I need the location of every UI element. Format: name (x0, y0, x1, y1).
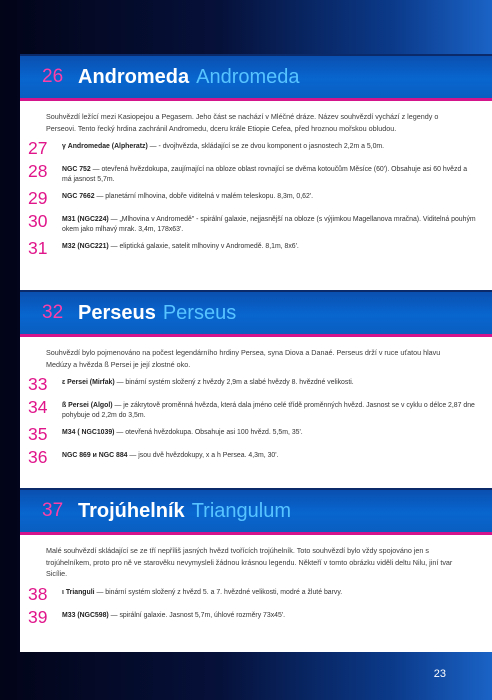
section-title-latin: Perseus (162, 301, 237, 324)
entry-34 (28, 399, 478, 420)
entry-number: 38 (28, 583, 48, 604)
entry-text (62, 163, 478, 184)
entry-text (62, 449, 478, 461)
entry-text (62, 399, 478, 420)
entry-title: M33 (NGC598) (62, 611, 109, 619)
entry-number: 27 (28, 138, 48, 158)
entry-30 (28, 213, 478, 234)
entry-text (62, 140, 478, 152)
section-banner (20, 488, 492, 532)
entry-38 (28, 583, 478, 604)
entry-text (62, 609, 478, 621)
entry-number: 34 (28, 397, 48, 417)
entry-title: M34 ( NGC1039) (62, 429, 115, 437)
entry-35 (28, 426, 478, 443)
section-panel (20, 334, 492, 494)
entry-39 (28, 606, 478, 627)
entry-title: M32 (NGC221) (62, 243, 109, 251)
entry-31 (28, 240, 478, 257)
section-intro: Malé souhvězdí skládající se ze tří nepříliš jasných hvězd tvořících trojúhelník. Toto souhvězdí bylo vždy spojováno jen s trojúhelníkem, proto pro ně ve starověku nevymysleli žádnou krásnou legendu. Někteří v tomto obrázku viděli deltu Nilu, jiní tvar Sicílie. (46, 546, 453, 578)
section-number: 32 (42, 302, 64, 323)
entry-description: — binární systém složený z hvězd 5. a 7. hvězdné velikosti, modré a žluté barvy. (94, 588, 343, 596)
entry-text (62, 213, 478, 234)
page-number: 23 (433, 668, 446, 680)
entry-36 (28, 449, 478, 466)
entry-description: — planetární mlhovina, dobře viditelná v malém teleskopu. 8,3m, 0,62'. (94, 193, 314, 201)
entry-number: 36 (28, 447, 48, 468)
section-number: 37 (42, 500, 64, 521)
entry-number: 29 (28, 188, 48, 209)
entry-number: 33 (28, 374, 48, 394)
section-triangulum (20, 488, 492, 652)
entry-description: — je zákrytově proměnná hvězda, která dala jméno celé třídě proměnných hvězd. Jasnost se v cyklu o délce 2,87 dne pohybuje od 2,2m do 3,5m. (62, 402, 475, 419)
section-title-latin: Triangulum (191, 499, 291, 522)
section-title-czech: Andromeda (78, 65, 190, 88)
entry-number: 39 (28, 606, 48, 627)
entry-text (62, 240, 478, 252)
entry-title: NGC 869 и NGC 884 (62, 452, 128, 460)
entry-description: — - dvojhvězda, skládající se ze dvou komponent o jasnostech 2,2m a 5,0m. (147, 143, 385, 150)
section-andromeda (20, 54, 492, 324)
entry-28 (28, 163, 478, 184)
entry-description: — otevřená hvězdokupa, zaujímající na obloze oblast rovnající se dvěma kotoučům Měsíce (60'). Obsahuje asi 60 hvězd a má jasnost 5,7m. (62, 166, 468, 183)
section-intro: Souhvězdí ležící mezi Kasiopejou a Pegasem. Jeho část se nachází v Mléčné dráze. Název souhvězdí vychází z legendy o Perseovi. Tento řecký hrdina zachránil Andromedu, dceru krále Etiopie Cefea, před hroznou mořskou obludou. (46, 112, 439, 133)
entry-description: — otevřená hvězdokupa. Obsahuje asi 100 hvězd. 5,5m, 35'. (114, 429, 303, 437)
section-intro: Souhvězdí bylo pojmenováno na počest legendárního hrdiny Persea, syna Diova a Danaé. Perseus drží v ruce uťatou hlavu Medúzy a hvězda ß Persei je její zlostné oko. (46, 348, 441, 369)
section-banner (20, 290, 492, 334)
entry-title: NGC 7662 (62, 193, 95, 201)
entry-number: 28 (28, 161, 48, 181)
entry-title: ε Persei (Mirfak) (62, 379, 115, 386)
entry-description: — eliptická galaxie, satelit mlhoviny v Andromedě. 8,1m, 8x6'. (108, 243, 299, 251)
entry-text (62, 376, 478, 388)
section-title-latin: Andromeda (196, 65, 300, 88)
section-title-czech: Perseus (78, 301, 156, 324)
entry-title: ß Persei (Algol) (62, 402, 113, 409)
section-perseus (20, 290, 492, 494)
entry-title: NGC 752 (62, 166, 91, 173)
entry-27 (28, 140, 478, 157)
entry-title: γ Andromedae (Alpheratz) (62, 143, 148, 150)
entry-description: — „Mlhovina v Andromedě" - spirální galaxie, nejjasnější na obloze (s výjimkou Magellanova mračna). Viditelná pouhým okem jako mlhavý mrak. 3,4m, 178x63'. (62, 216, 476, 233)
section-banner (20, 54, 492, 98)
entry-title: M31 (NGC224) (62, 216, 109, 224)
entry-text (62, 426, 478, 438)
entry-number: 31 (28, 238, 48, 259)
entry-text (62, 586, 478, 598)
entry-description: — jsou dvě hvězdokupy, x a h Persea. 4,3m, 30'. (127, 452, 279, 460)
section-panel (20, 532, 492, 652)
section-title-czech: Trojúhelník (78, 499, 185, 522)
entry-description: — binární systém složený z hvězdy 2,9m a slabé hvězdy 8. hvězdné velikosti. (114, 379, 354, 386)
entry-number: 30 (28, 211, 48, 232)
section-number: 26 (42, 66, 64, 87)
entry-29 (28, 190, 478, 207)
entry-title: ι Trianguli (62, 588, 95, 596)
entry-33 (28, 376, 478, 393)
entry-text (62, 190, 478, 202)
entry-description: — spirální galaxie. Jasnost 5,7m, úhlové rozměry 73x45'. (108, 611, 286, 619)
entry-number: 35 (28, 424, 48, 445)
